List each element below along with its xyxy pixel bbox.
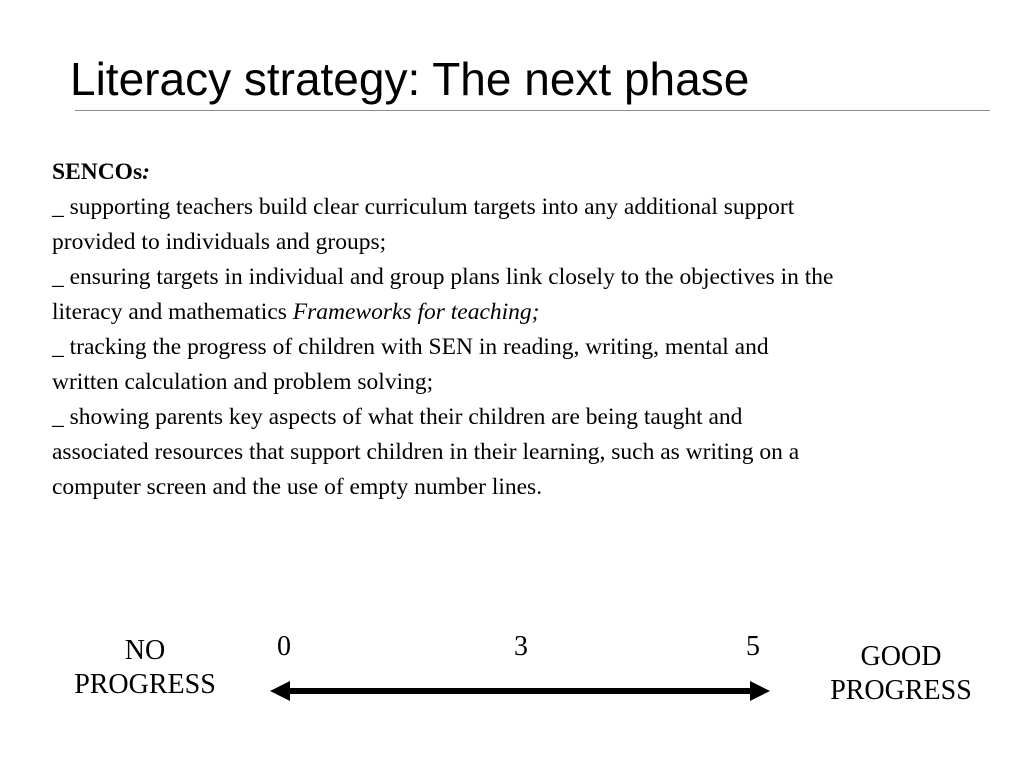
- senco-heading-colon: :: [142, 159, 150, 185]
- good-progress-label-line1: GOOD: [860, 641, 942, 672]
- good-progress-label: [806, 640, 996, 708]
- title-divider: [75, 110, 990, 111]
- senco-heading: SENCOs: [52, 159, 143, 185]
- bullet-line: _ showing parents key aspects of what their children are being taught and: [52, 404, 743, 430]
- scale-tick-3: 3: [514, 631, 528, 662]
- bullet-line: _ supporting teachers build clear curriculum targets into any additional support: [52, 194, 795, 220]
- scale-tick-0: 0: [277, 631, 291, 662]
- slide-title: Literacy strategy: The next phase: [70, 53, 750, 105]
- no-progress-label: [50, 634, 240, 702]
- scale-tick-5: 5: [746, 631, 760, 662]
- bullet-line: [52, 295, 997, 330]
- frameworks-italic-phrase: Frameworks for teaching;: [292, 299, 540, 325]
- no-progress-label-line1: NO: [124, 635, 166, 666]
- senco-text-block: [52, 155, 997, 505]
- bullet-line: provided to individuals and groups;: [52, 229, 387, 255]
- bullet-line-text: literacy and mathematics: [52, 299, 293, 325]
- bullet-line: _ ensuring targets in individual and group plans link closely to the objectives in the: [52, 264, 834, 290]
- double-headed-arrow-icon: [270, 676, 770, 706]
- bullet-line: _ tracking the progress of children with SEN in reading, writing, mental and: [52, 334, 769, 360]
- bullet-line: associated resources that support children in their learning, such as writing on a: [52, 439, 800, 465]
- good-progress-label-line2: PROGRESS: [830, 675, 972, 706]
- no-progress-label-line2: PROGRESS: [74, 669, 216, 700]
- bullet-line: computer screen and the use of empty number lines.: [52, 474, 543, 500]
- senco-heading-line: [52, 155, 997, 190]
- bullet-line: written calculation and problem solving;: [52, 369, 434, 395]
